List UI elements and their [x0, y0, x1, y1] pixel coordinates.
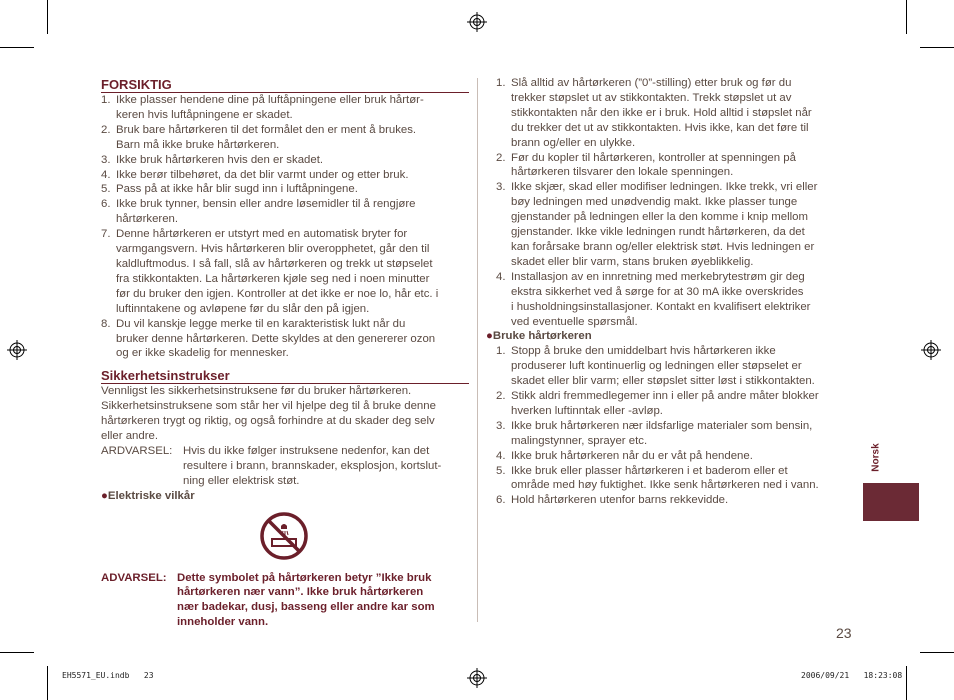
list-item [101, 93, 469, 123]
language-tab [863, 483, 919, 521]
electrical-list [496, 76, 852, 329]
list-item [496, 493, 852, 508]
list-item-number: 2. [496, 390, 506, 403]
list-item-number: 3. [496, 419, 506, 432]
list-item-number: 6. [101, 198, 111, 211]
advarsel-label: ADVARSEL: [101, 571, 167, 584]
page-number: 23 [836, 625, 852, 641]
crop-mark [47, 0, 48, 34]
registration-mark-icon [7, 340, 27, 360]
list-item-number: 5. [101, 183, 111, 196]
left-column [101, 77, 469, 630]
crop-mark [920, 652, 954, 653]
column-divider [477, 78, 478, 622]
right-column [486, 76, 852, 508]
bruke-heading: ●Bruke hårtørkeren [486, 330, 592, 343]
list-item-text: Ikke bruk eller plasser hårtørkeren i et baderom eller et område med høy fuktighet. Ikke senk hårtørkeren ned i vann. [511, 464, 819, 492]
crop-mark [0, 47, 34, 48]
language-tab-label: Norsk [870, 443, 882, 472]
list-item-text: Ikke bruk tynner, bensin eller andre løsemidler til å rengjøre hårtørkeren. [116, 198, 416, 226]
list-item [496, 449, 852, 464]
list-item [101, 182, 469, 197]
list-item-text: Stikk aldri fremmedlegemer inn i eller på andre måter blokker hverken luftinntak eller -avløp. [511, 390, 819, 417]
list-item-text: Ikke skjær, skad eller modifiser ledningen. Ikke trekk, vri eller bøy ledningen med unødvendig makt. Ikke plasser tunge gjenstander på ledningen eller la den komme i knip mellom gjenstander. Ikke vikle ledningen rundt hårtørkeren, da det kan forårsake brann og/eller elektrisk støt. Hvis ledningen er skadet eller blir varm, stans bruken øyeblikkelig. [511, 181, 818, 268]
list-item-number: 2. [496, 151, 506, 164]
list-item-number: 8. [101, 317, 111, 330]
list-item-text: Ikke bruk hårtørkeren nær ildsfarlige materialer som bensin, malingstynner, sprayer etc. [511, 419, 813, 447]
list-item-number: 4. [496, 449, 506, 462]
forsiktig-heading: FORSIKTIG [101, 77, 469, 93]
sikker-paragraph: Sikkerhetsinstruksene som står her vil hjelpe deg til å bruke denne hårtørkeren trygt og riktig, og også forhindre at du skader deg selv eller andre. [101, 400, 436, 443]
list-item [101, 153, 469, 168]
crop-mark [906, 0, 907, 34]
crop-mark [0, 652, 34, 653]
list-item [496, 270, 852, 330]
list-item-number: 2. [101, 123, 111, 136]
forsiktig-list [101, 93, 469, 361]
list-item-text: Ikke berør tilbehøret, da det blir varmt under og etter bruk. [116, 168, 409, 181]
list-item-text: Ikke bruk hårtørkeren hvis den er skadet. [116, 153, 324, 166]
list-item [101, 168, 469, 183]
list-item-number: 5. [496, 464, 506, 477]
list-item-text: Hold hårtørkeren utenfor barns rekkevidde. [511, 494, 729, 507]
ardvarsel-text: Hvis du ikke følger instruksene nedenfor, kan det resultere i brann, brannskader, eksplosjon, kortslut- ning eller elektrisk støt. [183, 444, 442, 487]
list-item-number: 1. [496, 345, 506, 358]
usage-list [496, 344, 852, 508]
list-item [496, 389, 852, 419]
bullet-icon: ● [101, 489, 108, 502]
crop-mark [906, 666, 907, 700]
list-item-text: Bruk bare hårtørkeren til det formålet den er ment å brukes. Barn må ikke bruke hårtørkeren. [116, 123, 417, 151]
list-item-number: 7. [101, 228, 111, 241]
list-item-text: Installasjon av en innretning med merkebrytestrøm gir deg ekstra sikkerhet ved å sørge for at 30 mA ikke overskrides i husholdningsinstallasjoner. Kontakt en kvalifisert elektriker ved eventuelle spørsmål. [511, 270, 811, 328]
footer-timestamp: 2006/09/21 18:23:08 [801, 671, 903, 680]
ardvarsel-label: ARDVARSEL: [101, 444, 173, 457]
list-item-number: 1. [101, 94, 111, 106]
list-item [496, 76, 852, 151]
list-item [101, 317, 469, 362]
footer-file-info: EH5571_EU.indb 23 [62, 671, 154, 680]
crop-mark [47, 666, 48, 700]
list-item-text: Slå alltid av hårtørkeren (”0”-stilling) etter bruk og før du trekker støpslet ut av stikkontakten. Trekk støpslet ut av stikkontakten når den ikke er i bruk. Hold alltid i støpslet når du trekker det ut av stikkontakten. Hvis ikke, kan det føre til brann og/eller en ulykke. [511, 77, 812, 149]
list-item-number: 3. [496, 181, 506, 194]
list-item-text: Ikke bruk hårtørkeren når du er våt på hendene. [511, 449, 753, 462]
registration-mark-icon [467, 668, 487, 688]
list-item-text: Du vil kanskje legge merke til en karakteristisk lukt når du bruker denne hårtørkeren. Dette skyldes at den genererer ozon og er ikke skadelig for mennesker. [116, 317, 436, 360]
list-item [496, 419, 852, 449]
list-item-number: 3. [101, 153, 111, 166]
list-item [101, 197, 469, 227]
sikkerhetsinstrukser-heading: Sikkerhetsinstrukser [101, 368, 469, 384]
list-item [496, 151, 852, 181]
list-item [101, 123, 469, 153]
sikker-intro: Vennligst les sikkerhetsinstruksene før du bruker hårtørkeren. [101, 385, 412, 398]
crop-mark [920, 47, 954, 48]
list-item-text: Denne hårtørkeren er utstyrt med en automatisk bryter for varmgangsvern. Hvis hårtørkeren blir overopphetet, går den til kaldluftmodus. I så fall, slå av hårtørkeren og trekk ut støpselet fra stikkontakten. La hårtørkeren kjøle seg ned i noen minutter før du bruker den igjen. Kontroller at det ikke er noe lo, hår etc. i luftinntakene og avløpene før du slår den på igjen. [116, 228, 439, 315]
list-item [496, 464, 852, 494]
list-item [496, 344, 852, 389]
list-item-number: 4. [496, 270, 506, 283]
list-item-number: 1. [496, 77, 506, 89]
no-water-symbol-icon [259, 511, 309, 561]
elektriske-heading: ●Elektriske vilkår [101, 489, 195, 502]
list-item-text: Stopp å bruke den umiddelbart hvis hårtørkeren ikke produserer luft kontinuerlig og ledningen eller støpselet er skadet eller blir varm; eller støpslet sitter løst i stikkontakten. [511, 345, 815, 388]
list-item-text: Pass på at ikke hår blir sugd inn i luftåpningene. [116, 183, 358, 196]
list-item-number: 4. [101, 168, 111, 181]
list-item [101, 227, 469, 316]
list-item-text: Ikke plasser hendene dine på luftåpningene eller bruk hårtør- keren hvis luftåpningene er skadet. [116, 94, 424, 121]
list-item-number: 6. [496, 494, 506, 507]
registration-mark-icon [921, 340, 941, 360]
ardvarsel-block [101, 444, 469, 489]
advarsel-text: Dette symbolet på hårtørkeren betyr ”Ikke bruk hårtørkeren nær vann”. Ikke bruk hårtørkeren nær badekar, dusj, basseng eller andre kar som inneholder vann. [177, 571, 435, 629]
bullet-icon: ● [486, 330, 493, 343]
advarsel-block [101, 571, 469, 631]
registration-mark-icon [467, 12, 487, 32]
list-item-text: Før du kopler til hårtørkeren, kontroller at spenningen på hårtørkeren tilsvarer den lokale spenningen. [511, 151, 796, 179]
list-item [496, 180, 852, 269]
